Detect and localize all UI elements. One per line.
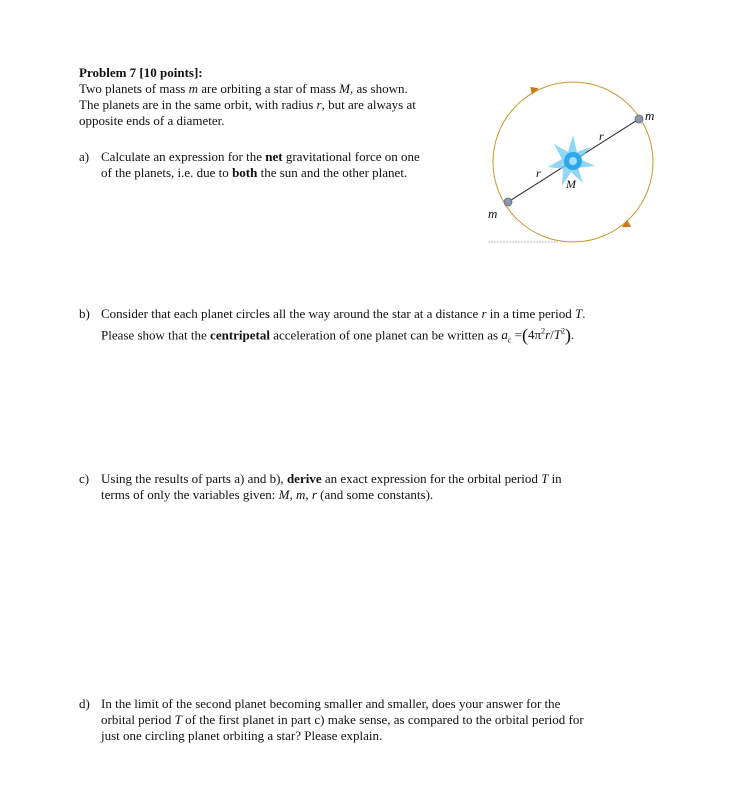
part-a-text: of the planets, i.e. due to — [101, 165, 233, 180]
part-b-line-2 — [101, 324, 574, 349]
formula-close-paren: ) — [564, 325, 571, 346]
part-d-text: orbital period — [101, 712, 175, 727]
formula-sup-2: 2 — [560, 327, 565, 336]
part-d-label: d) — [79, 696, 90, 711]
formula-4pi: 4π — [527, 327, 542, 343]
part-a-line-2 — [101, 165, 407, 181]
part-b-text: acceleration of one planet can be written as — [269, 327, 502, 343]
intro-text: The planets are in the same orbit, with radius — [79, 97, 317, 112]
part-d-line-2 — [101, 712, 584, 728]
part-b-line-1 — [101, 306, 585, 322]
orbit-arrow-bottom-icon — [620, 220, 631, 231]
part-c-text: an exact expression for the orbital period — [321, 471, 542, 486]
formula-period: . — [570, 327, 575, 343]
label-r-upper: r — [599, 129, 604, 143]
centripetal-formula — [501, 325, 575, 346]
part-b-label: b) — [79, 306, 90, 321]
formula-T: T — [553, 327, 561, 343]
part-b-text: . — [582, 306, 586, 321]
part-d-text: of the first planet in part c) make sense, as compared to the orbital period for — [181, 712, 584, 727]
label-M: M — [566, 177, 576, 191]
intro-text: Two planets of mass — [79, 81, 189, 96]
formula-r: r — [545, 327, 551, 343]
formula-subscript-c: c — [507, 335, 512, 345]
intro-line-3: opposite ends of a diameter. — [79, 113, 225, 128]
var-T: T — [174, 712, 182, 727]
part-c-text: terms of only the variables given: — [101, 487, 279, 502]
intro-text: , as shown. — [349, 81, 408, 96]
part-c-text: in — [548, 471, 562, 486]
part-c-text: (and some constants). — [316, 487, 434, 502]
var-m: m — [295, 487, 306, 502]
formula-slash: / — [550, 327, 554, 343]
emphasis-derive: derive — [286, 471, 322, 486]
var-T: T — [541, 471, 549, 486]
part-a-text: the sun and the other planet. — [257, 165, 408, 180]
emphasis-centripetal: centripetal — [210, 327, 270, 343]
part-d-line-3: just one circling planet orbiting a star? Please explain. — [101, 728, 383, 743]
part-c-text: , — [289, 487, 296, 502]
part-a-label: a) — [79, 149, 90, 164]
part-b-text: in a time period — [486, 306, 575, 321]
part-c-line-2 — [101, 487, 433, 503]
part-b-text: Consider that each planet circles all the way around the star at a distance — [101, 306, 482, 321]
emphasis-net: net — [265, 149, 283, 164]
label-m-top: m — [645, 108, 655, 123]
part-b-text: Please show that the — [101, 327, 211, 343]
formula-open-paren: ( — [521, 325, 528, 346]
var-m: m — [188, 81, 198, 96]
orbit-diagram — [470, 80, 670, 255]
part-d-line-1: In the limit of the second planet becoming smaller and smaller, does your answer for the — [101, 696, 561, 711]
var-M: M — [339, 81, 350, 96]
planet-top-icon — [635, 115, 643, 123]
planet-bottom-icon — [504, 198, 512, 206]
part-c-label: c) — [79, 471, 90, 486]
intro-line-2 — [79, 97, 416, 113]
formula-equals: = — [511, 327, 522, 343]
intro-text: , but are always at — [321, 97, 416, 112]
formula-sup-2: 2 — [541, 327, 546, 336]
var-r: r — [311, 487, 317, 502]
part-a-text: Calculate an expression for the — [101, 149, 266, 164]
var-r: r — [481, 306, 487, 321]
emphasis-both: both — [232, 165, 258, 180]
part-c-text: Using the results of parts a) and b), — [101, 471, 287, 486]
intro-line-1 — [79, 81, 408, 97]
label-r-lower: r — [536, 166, 541, 180]
var-r: r — [316, 97, 322, 112]
var-T: T — [574, 306, 583, 321]
part-c-line-1 — [101, 471, 562, 487]
part-c-text: , — [305, 487, 312, 502]
intro-text: are orbiting a star of mass — [197, 81, 340, 96]
part-a-line-1 — [101, 149, 420, 165]
label-m-bottom: m — [488, 206, 498, 221]
part-a-text: gravitational force on one — [282, 149, 420, 164]
problem-title: Problem 7 [10 points]: — [79, 65, 203, 80]
var-M: M — [278, 487, 290, 502]
formula-a: a — [501, 327, 508, 343]
